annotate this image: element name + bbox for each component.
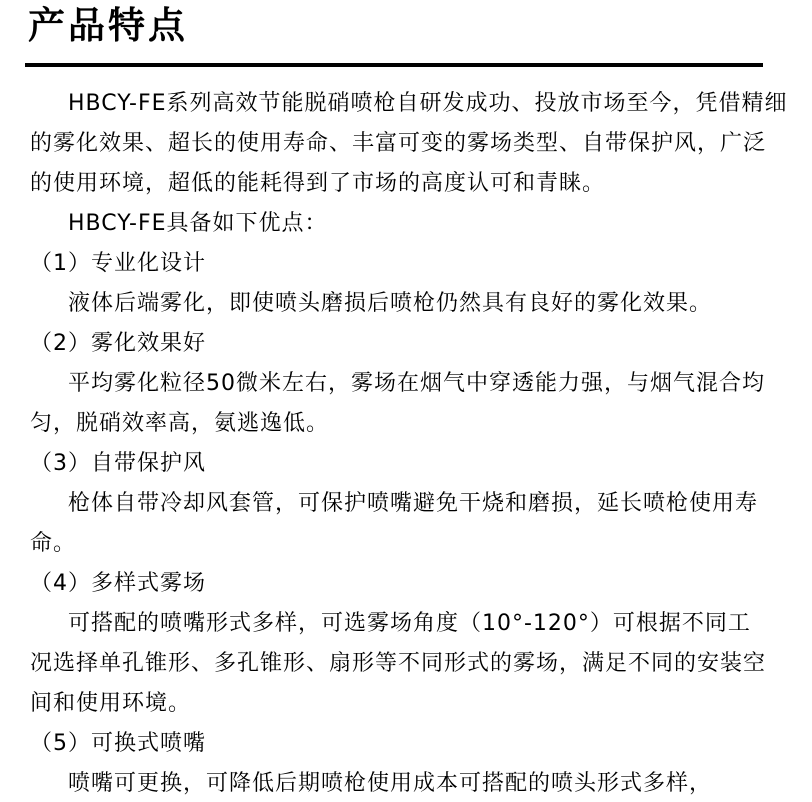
- feature-3-heading: （3）自带保护风: [30, 451, 206, 476]
- feature-2-heading: （2）雾化效果好: [30, 331, 206, 356]
- feature-4-body-line-1: 可搭配的喷嘴形式多样，可选雾场角度（10°-120°）可根据不同工: [68, 611, 751, 636]
- feature-4-body-line-2: 况选择单孔锥形、多孔锥形、扇形等不同形式的雾场，满足不同的安装空: [30, 651, 767, 676]
- feature-1-body-line-1: 液体后端雾化，即使喷头磨损后喷枪仍然具有良好的雾化效果。: [68, 291, 713, 316]
- intro-line-3: 的使用环境，超低的能耗得到了市场的高度认可和青睐。: [30, 171, 606, 196]
- feature-4-heading: （4）多样式雾场: [30, 571, 206, 596]
- feature-1-heading: （1）专业化设计: [30, 251, 206, 276]
- feature-2-body-line-2: 匀，脱硝效率高，氨逃逸低。: [30, 411, 330, 436]
- intro-line-2: 的雾化效果、超长的使用寿命、丰富可变的雾场类型、自带保护风，广泛: [30, 131, 767, 156]
- advantages-lead-in: HBCY-FE具备如下优点：: [68, 211, 328, 236]
- intro-line-1: HBCY-FE系列高效节能脱硝喷枪自研发成功、投放市场至今，凭借精细: [68, 91, 788, 116]
- document-body: [30, 84, 788, 802]
- feature-3-body-line-2: 命。: [30, 531, 77, 556]
- feature-5-body-line-1: 喷嘴可更换，可降低后期喷枪使用成本可搭配的喷头形式多样，: [68, 771, 713, 796]
- feature-5-heading: （5）可换式喷嘴: [30, 731, 206, 756]
- feature-3-body-line-1: 枪体自带冷却风套管，可保护喷嘴避免干烧和磨损，延长喷枪使用寿: [68, 491, 759, 516]
- feature-2-body-line-1: 平均雾化粒径50微米左右，雾场在烟气中穿透能力强，与烟气混合均: [68, 371, 765, 396]
- title-underline: [25, 63, 763, 67]
- page-title: 产品特点: [28, 3, 188, 47]
- feature-4-body-line-3: 间和使用环境。: [30, 691, 192, 716]
